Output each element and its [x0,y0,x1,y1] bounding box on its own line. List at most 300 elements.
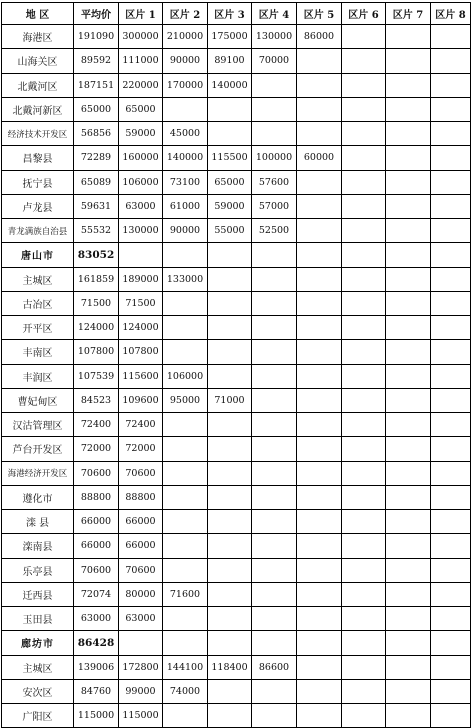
zone-2-price-cell [163,510,208,534]
header-zone-7: 区片 7 [386,3,431,25]
table-row [2,73,471,97]
average-price-cell: 115000 [74,704,119,728]
zone-7-price-cell [386,534,431,558]
zone-8-price-cell [431,631,471,655]
zone-7-price-cell [386,49,431,73]
zone-4-price-cell [252,122,297,146]
zone-6-price-cell [342,146,386,170]
zone-2-price-cell: 95000 [163,388,208,412]
table-row [2,485,471,509]
zone-4-price-cell [252,388,297,412]
zone-2-price-cell [163,243,208,267]
zone-4-price-cell [252,340,297,364]
zone-3-price-cell [208,631,252,655]
average-price-cell: 72000 [74,437,119,461]
zone-7-price-cell [386,194,431,218]
zone-3-price-cell [208,704,252,728]
table-row [2,316,471,340]
zone-4-price-cell [252,267,297,291]
average-price-cell: 72289 [74,146,119,170]
zone-7-price-cell [386,97,431,121]
zone-5-price-cell [297,388,342,412]
zone-1-price-cell: 71500 [119,291,163,315]
region-name-cell: 遵化市 [2,485,74,509]
table-row [2,413,471,437]
average-price-cell: 88800 [74,485,119,509]
table-row [2,122,471,146]
table-row [2,461,471,485]
zone-7-price-cell [386,510,431,534]
zone-4-price-cell: 57600 [252,170,297,194]
average-price-cell: 65000 [74,97,119,121]
zone-3-price-cell [208,485,252,509]
zone-6-price-cell [342,170,386,194]
header-region: 地 区 [2,3,74,25]
zone-1-price-cell: 99000 [119,679,163,703]
zone-2-price-cell [163,534,208,558]
zone-3-price-cell [208,340,252,364]
zone-2-price-cell [163,704,208,728]
zone-8-price-cell [431,534,471,558]
header-row [2,3,471,25]
table-row [2,679,471,703]
zone-4-price-cell [252,631,297,655]
region-name-cell: 主城区 [2,655,74,679]
zone-4-price-cell [252,364,297,388]
table-row [2,291,471,315]
region-name-cell: 山海关区 [2,49,74,73]
zone-4-price-cell: 100000 [252,146,297,170]
zone-5-price-cell [297,170,342,194]
zone-8-price-cell [431,340,471,364]
zone-8-price-cell [431,582,471,606]
zone-5-price-cell: 60000 [297,146,342,170]
zone-6-price-cell [342,510,386,534]
table-row [2,364,471,388]
table-row [2,97,471,121]
zone-7-price-cell [386,170,431,194]
zone-1-price-cell: 172800 [119,655,163,679]
zone-8-price-cell [431,146,471,170]
table-row [2,388,471,412]
table-row [2,49,471,73]
zone-4-price-cell [252,97,297,121]
region-name-cell: 迁西县 [2,582,74,606]
zone-1-price-cell: 72400 [119,413,163,437]
zone-4-price-cell: 57000 [252,194,297,218]
table-row [2,219,471,243]
zone-8-price-cell [431,388,471,412]
zone-7-price-cell [386,340,431,364]
region-name-cell: 古冶区 [2,291,74,315]
zone-4-price-cell [252,485,297,509]
zone-5-price-cell [297,97,342,121]
zone-7-price-cell [386,388,431,412]
zone-2-price-cell: 210000 [163,25,208,49]
average-price-cell: 65089 [74,170,119,194]
zone-3-price-cell [208,97,252,121]
zone-2-price-cell [163,485,208,509]
zone-1-price-cell: 107800 [119,340,163,364]
zone-5-price-cell [297,413,342,437]
zone-5-price-cell [297,437,342,461]
average-price-cell: 63000 [74,607,119,631]
zone-3-price-cell: 71000 [208,388,252,412]
zone-1-price-cell: 63000 [119,607,163,631]
zone-6-price-cell [342,194,386,218]
zone-5-price-cell [297,316,342,340]
average-price-cell: 107800 [74,340,119,364]
zone-8-price-cell [431,49,471,73]
average-price-cell: 139006 [74,655,119,679]
zone-8-price-cell [431,655,471,679]
average-price-cell: 66000 [74,534,119,558]
zone-4-price-cell: 86600 [252,655,297,679]
region-name-cell: 北戴河新区 [2,97,74,121]
zone-2-price-cell: 71600 [163,582,208,606]
table-row [2,146,471,170]
region-name-cell: 芦台开发区 [2,437,74,461]
zone-6-price-cell [342,291,386,315]
zone-4-price-cell: 52500 [252,219,297,243]
zone-3-price-cell: 118400 [208,655,252,679]
average-price-cell: 187151 [74,73,119,97]
zone-6-price-cell [342,243,386,267]
zone-5-price-cell [297,631,342,655]
zone-5-price-cell [297,219,342,243]
zone-1-price-cell: 80000 [119,582,163,606]
zone-8-price-cell [431,243,471,267]
zone-5-price-cell [297,364,342,388]
zone-6-price-cell [342,655,386,679]
zone-7-price-cell [386,267,431,291]
table-row [2,582,471,606]
average-price-cell: 71500 [74,291,119,315]
zone-1-price-cell: 115600 [119,364,163,388]
zone-1-price-cell [119,631,163,655]
average-price-cell: 72074 [74,582,119,606]
zone-2-price-cell [163,558,208,582]
zone-8-price-cell [431,679,471,703]
zone-3-price-cell [208,679,252,703]
header-zone-2: 区片 2 [163,3,208,25]
zone-3-price-cell [208,122,252,146]
zone-1-price-cell: 189000 [119,267,163,291]
header-average-price: 平均价 [74,3,119,25]
zone-4-price-cell [252,291,297,315]
city-row [2,243,471,267]
zone-4-price-cell [252,243,297,267]
region-name-cell: 经济技术开发区 [2,122,74,146]
zone-1-price-cell: 59000 [119,122,163,146]
zone-1-price-cell: 111000 [119,49,163,73]
zone-4-price-cell [252,413,297,437]
region-name-cell: 海港区 [2,25,74,49]
zone-8-price-cell [431,25,471,49]
region-name-cell: 卢龙县 [2,194,74,218]
header-zone-5: 区片 5 [297,3,342,25]
zone-7-price-cell [386,558,431,582]
zone-8-price-cell [431,194,471,218]
average-price-cell: 59631 [74,194,119,218]
zone-5-price-cell: 86000 [297,25,342,49]
zone-2-price-cell [163,607,208,631]
zone-5-price-cell [297,194,342,218]
zone-5-price-cell [297,558,342,582]
zone-2-price-cell: 133000 [163,267,208,291]
zone-1-price-cell: 106000 [119,170,163,194]
zone-1-price-cell: 70600 [119,558,163,582]
zone-5-price-cell [297,679,342,703]
table-row [2,267,471,291]
zone-4-price-cell [252,534,297,558]
average-price-cell: 161859 [74,267,119,291]
zone-5-price-cell [297,655,342,679]
zone-4-price-cell [252,461,297,485]
region-name-cell: 丰润区 [2,364,74,388]
zone-3-price-cell [208,534,252,558]
zone-8-price-cell [431,291,471,315]
region-name-cell: 廊坊市 [2,631,74,655]
zone-6-price-cell [342,679,386,703]
zone-8-price-cell [431,607,471,631]
average-price-cell: 191090 [74,25,119,49]
zone-6-price-cell [342,25,386,49]
zone-3-price-cell [208,413,252,437]
zone-7-price-cell [386,364,431,388]
zone-2-price-cell [163,631,208,655]
zone-3-price-cell: 89100 [208,49,252,73]
zone-1-price-cell: 63000 [119,194,163,218]
zone-2-price-cell: 45000 [163,122,208,146]
zone-2-price-cell [163,461,208,485]
zone-3-price-cell [208,316,252,340]
average-price-cell: 66000 [74,510,119,534]
zone-3-price-cell: 140000 [208,73,252,97]
zone-3-price-cell: 55000 [208,219,252,243]
region-name-cell: 唐山市 [2,243,74,267]
table-row [2,558,471,582]
zone-1-price-cell: 88800 [119,485,163,509]
zone-8-price-cell [431,437,471,461]
zone-7-price-cell [386,146,431,170]
header-zone-8: 区片 8 [431,3,471,25]
average-price-cell: 55532 [74,219,119,243]
zone-2-price-cell [163,413,208,437]
zone-6-price-cell [342,534,386,558]
region-name-cell: 乐亭县 [2,558,74,582]
zone-7-price-cell [386,413,431,437]
zone-6-price-cell [342,364,386,388]
zone-6-price-cell [342,316,386,340]
table-row [2,25,471,49]
zone-2-price-cell [163,316,208,340]
zone-6-price-cell [342,704,386,728]
region-name-cell: 丰南区 [2,340,74,364]
region-name-cell: 主城区 [2,267,74,291]
zone-8-price-cell [431,97,471,121]
zone-3-price-cell [208,558,252,582]
zone-3-price-cell [208,243,252,267]
zone-7-price-cell [386,631,431,655]
zone-3-price-cell: 59000 [208,194,252,218]
zone-7-price-cell [386,679,431,703]
zone-6-price-cell [342,631,386,655]
zone-5-price-cell [297,607,342,631]
zone-4-price-cell [252,607,297,631]
zone-4-price-cell [252,316,297,340]
table-row [2,170,471,194]
zone-2-price-cell: 106000 [163,364,208,388]
region-name-cell: 广阳区 [2,704,74,728]
zone-1-price-cell: 70600 [119,461,163,485]
zone-5-price-cell [297,267,342,291]
zone-5-price-cell [297,122,342,146]
zone-7-price-cell [386,122,431,146]
zone-4-price-cell: 70000 [252,49,297,73]
zone-2-price-cell [163,437,208,461]
zone-3-price-cell [208,291,252,315]
zone-6-price-cell [342,461,386,485]
zone-7-price-cell [386,316,431,340]
average-price-cell: 70600 [74,461,119,485]
zone-5-price-cell [297,704,342,728]
zone-1-price-cell: 109600 [119,388,163,412]
table-row [2,704,471,728]
zone-8-price-cell [431,73,471,97]
header-zone-1: 区片 1 [119,3,163,25]
zone-2-price-cell [163,340,208,364]
zone-2-price-cell: 170000 [163,73,208,97]
table-body [2,25,471,728]
zone-3-price-cell [208,267,252,291]
zone-5-price-cell [297,461,342,485]
region-name-cell: 滦南县 [2,534,74,558]
zone-2-price-cell: 74000 [163,679,208,703]
zone-5-price-cell [297,582,342,606]
average-price-cell: 107539 [74,364,119,388]
zone-7-price-cell [386,461,431,485]
zone-4-price-cell [252,679,297,703]
header-zone-3: 区片 3 [208,3,252,25]
land-price-table [1,2,471,728]
region-name-cell: 滦 县 [2,510,74,534]
zone-2-price-cell: 61000 [163,194,208,218]
region-name-cell: 安次区 [2,679,74,703]
zone-7-price-cell [386,73,431,97]
zone-6-price-cell [342,267,386,291]
zone-3-price-cell [208,582,252,606]
zone-8-price-cell [431,267,471,291]
zone-3-price-cell: 175000 [208,25,252,49]
average-price-cell: 86428 [74,631,119,655]
zone-1-price-cell: 220000 [119,73,163,97]
zone-6-price-cell [342,122,386,146]
zone-6-price-cell [342,437,386,461]
zone-8-price-cell [431,510,471,534]
header-zone-4: 区片 4 [252,3,297,25]
zone-7-price-cell [386,25,431,49]
region-name-cell: 抚宁县 [2,170,74,194]
zone-5-price-cell [297,510,342,534]
zone-8-price-cell [431,485,471,509]
zone-4-price-cell [252,582,297,606]
zone-7-price-cell [386,219,431,243]
average-price-cell: 124000 [74,316,119,340]
zone-8-price-cell [431,122,471,146]
table-row [2,437,471,461]
zone-2-price-cell [163,291,208,315]
zone-4-price-cell [252,558,297,582]
zone-6-price-cell [342,485,386,509]
zone-5-price-cell [297,340,342,364]
zone-6-price-cell [342,413,386,437]
zone-1-price-cell: 130000 [119,219,163,243]
region-name-cell: 昌黎县 [2,146,74,170]
zone-6-price-cell [342,97,386,121]
region-name-cell: 青龙满族自治县 [2,219,74,243]
average-price-cell: 56856 [74,122,119,146]
zone-2-price-cell [163,97,208,121]
zone-7-price-cell [386,291,431,315]
zone-4-price-cell [252,704,297,728]
zone-1-price-cell: 300000 [119,25,163,49]
zone-6-price-cell [342,388,386,412]
zone-2-price-cell: 140000 [163,146,208,170]
zone-1-price-cell: 65000 [119,97,163,121]
zone-3-price-cell [208,461,252,485]
zone-4-price-cell [252,73,297,97]
zone-5-price-cell [297,485,342,509]
average-price-cell: 84760 [74,679,119,703]
zone-6-price-cell [342,340,386,364]
region-name-cell: 开平区 [2,316,74,340]
zone-8-price-cell [431,704,471,728]
zone-7-price-cell [386,607,431,631]
table-row [2,194,471,218]
zone-4-price-cell [252,437,297,461]
region-name-cell: 玉田县 [2,607,74,631]
zone-5-price-cell [297,534,342,558]
zone-6-price-cell [342,607,386,631]
zone-7-price-cell [386,437,431,461]
zone-5-price-cell [297,49,342,73]
zone-6-price-cell [342,73,386,97]
table-row [2,655,471,679]
city-row [2,631,471,655]
zone-1-price-cell: 66000 [119,534,163,558]
zone-7-price-cell [386,485,431,509]
zone-3-price-cell [208,510,252,534]
zone-8-price-cell [431,461,471,485]
zone-8-price-cell [431,558,471,582]
zone-4-price-cell: 130000 [252,25,297,49]
zone-1-price-cell [119,243,163,267]
zone-8-price-cell [431,219,471,243]
zone-3-price-cell [208,607,252,631]
zone-7-price-cell [386,655,431,679]
zone-4-price-cell [252,510,297,534]
table-row [2,607,471,631]
average-price-cell: 72400 [74,413,119,437]
zone-6-price-cell [342,582,386,606]
region-name-cell: 北戴河区 [2,73,74,97]
average-price-cell: 84523 [74,388,119,412]
zone-7-price-cell [386,582,431,606]
average-price-cell: 70600 [74,558,119,582]
zone-3-price-cell [208,364,252,388]
zone-1-price-cell: 160000 [119,146,163,170]
